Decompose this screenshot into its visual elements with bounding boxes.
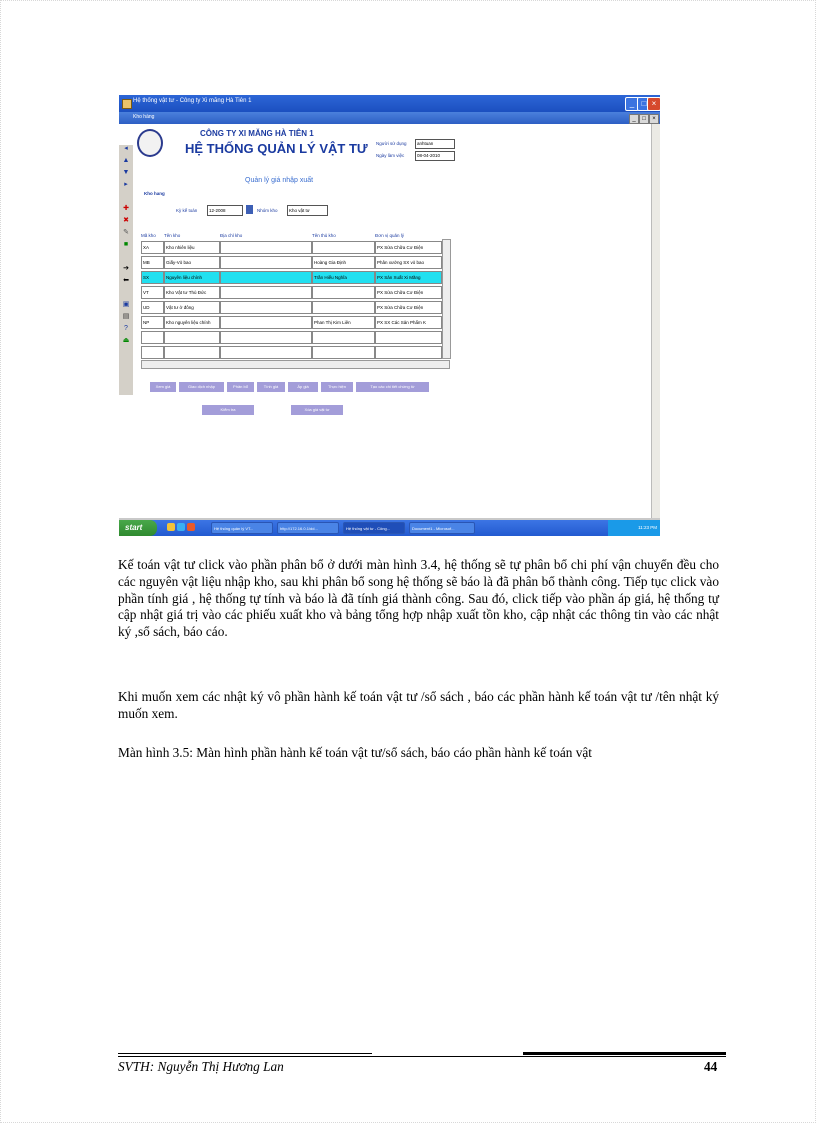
window-titlebar [119,95,660,112]
inner-minimize-icon[interactable]: _ [629,114,639,124]
check-button[interactable]: Kiểm tra [201,404,255,416]
page-number: 44 [704,1059,718,1074]
calculate-price-button[interactable]: Tính giá [256,381,286,393]
cell-keeper[interactable]: Hoàng Gia Định [312,256,375,269]
help-icon[interactable]: ? [124,325,128,332]
form-title: Quản lý giá nhập xuất [245,177,314,184]
table-row[interactable] [141,241,448,254]
company-name: CÔNG TY XI MĂNG HÀ TIÊN 1 [200,129,314,138]
footer-rule [118,1053,372,1054]
period-label: Kỳ kế toán [176,208,198,213]
window-scrollbar[interactable] [651,124,660,518]
quicklaunch-icon[interactable] [177,523,185,531]
taskbar-item-active[interactable]: Hệ thống vật tư - Công... [343,522,405,534]
cell-name[interactable]: Kho nguyên liệu chính [164,316,220,329]
user-label: Người sử dụng [376,141,407,146]
exit-icon[interactable]: ⏏ [122,337,130,344]
forward-icon[interactable]: ➔ [123,265,129,272]
windows-taskbar [119,520,660,536]
table-row-selected[interactable] [141,271,448,284]
cell-keeper[interactable] [312,346,375,359]
cell-address[interactable] [220,241,312,254]
cell-keeper[interactable] [312,241,375,254]
table-row[interactable] [141,316,448,329]
cell-keeper[interactable]: Phan Thị Kim Liên [312,316,375,329]
cell-name[interactable] [164,331,220,344]
paragraph-1: Kế toán vật tư click vào phần phân bổ ở dưới màn hình 3.4, hệ thống sẽ tự phân bổ chi phí vận chuyển đều cho các nguyên vật liệu nhập kho, sau khi phân bổ song hệ thống sẽ báo là đã phân bổ thành công. Tiếp tục click vào phần tính giá , hệ thống tự tính và báo là đã tính giá thành công. Sau đó, click tiếp vào phần áp giá, hệ thống tự cập nhật giá trị vào các phiếu xuất kho và bảng tổng hợp nhập xuất tồn kho, cập nhật các thông tin vào các nhật ký ,sổ sách, báo cáo. [118,557,719,640]
col-header-address: Địa chỉ kho [220,233,243,238]
table-row[interactable] [141,256,448,269]
cell-address[interactable] [220,256,312,269]
user-field[interactable]: anhtuan [415,139,455,149]
start-button[interactable]: start [119,520,157,536]
cell-address[interactable] [220,301,312,314]
col-header-code: Mã kho [141,233,156,238]
cell-name[interactable]: Kho nhiên liệu [164,241,220,254]
quicklaunch-icon[interactable] [187,523,195,531]
cell-address[interactable] [220,286,312,299]
cell-unit[interactable] [375,346,442,359]
cell-code[interactable]: UD [141,301,164,314]
cell-unit[interactable]: PX Sửa Chữa Cơ Điện [375,301,442,314]
table-row[interactable] [141,286,448,299]
taskbar-item[interactable]: Hệ thống quản lý VT... [211,522,273,534]
cell-code[interactable]: NP [141,316,164,329]
paragraph-3: Màn hình 3.5: Màn hình phần hành kế toán vật tư/sổ sách, báo cáo phần hành kế toán vật [118,745,592,760]
paragraph-2: Khi muốn xem các nhật ký vô phần hành kế toán vật tư /sổ sách , báo các phần hành kế toán vật tư /tên nhật ký muốn xem. [118,689,719,721]
grid-vertical-scrollbar[interactable] [442,239,451,359]
cell-unit[interactable]: PX Sản Xuất Xi Măng [375,271,442,284]
grid-horizontal-scrollbar[interactable] [141,360,450,369]
cell-address[interactable] [220,331,312,344]
down-arrow-icon[interactable]: ▼ [122,169,130,176]
cell-name[interactable] [164,346,220,359]
cell-address[interactable] [220,316,312,329]
minimize-icon[interactable]: _ [625,97,639,111]
cell-unit[interactable]: Phân xưởng SX vỏ bao [375,256,442,269]
back-icon[interactable]: ⬅ [123,277,129,284]
system-name: HỆ THỐNG QUẢN LÝ VẬT TƯ [185,141,368,156]
footer-rule-thick [523,1052,726,1055]
section-label: Kho hang [144,191,165,196]
group-label: Nhóm kho [257,208,278,213]
inner-window-title: Kho hàng [133,114,155,120]
period-picker-icon[interactable] [246,205,253,214]
cell-unit[interactable]: PX Sửa Chữa Cơ Điện [375,241,442,254]
cell-code[interactable] [141,346,164,359]
cell-code[interactable]: XA [141,241,164,254]
first-record-icon[interactable]: ◂ [124,145,128,152]
cell-address[interactable] [220,346,312,359]
new-record-icon[interactable]: ✚ [123,205,129,212]
col-header-unit: Đơn vị quản lý [375,233,404,238]
print-icon[interactable]: ▤ [122,313,130,320]
date-field[interactable]: 08-04-2010 [415,151,455,161]
cell-code[interactable]: SX [141,271,164,284]
footer-author: SVTH: Nguyễn Thị Hương Lan [118,1059,284,1074]
import-transaction-button[interactable]: Giao dịch nhập [178,381,225,393]
group-select[interactable]: Kho vật tư [287,205,328,216]
cell-address[interactable] [220,271,312,284]
inner-close-icon[interactable]: × [649,114,659,124]
table-row[interactable] [141,301,448,314]
table-row[interactable] [141,346,448,359]
cell-unit[interactable]: PX SX Các Sản Phẩm K [375,316,442,329]
inner-restore-icon[interactable]: □ [639,114,649,124]
apply-price-button[interactable]: Áp giá [287,381,319,393]
maximize-icon[interactable]: □ [637,97,651,111]
cell-keeper[interactable] [312,331,375,344]
cell-unit[interactable] [375,331,442,344]
cell-code[interactable]: MB [141,256,164,269]
cell-code[interactable]: VT [141,286,164,299]
delete-material-price-button[interactable]: Xóa giá vật tư [290,404,344,416]
up-arrow-icon[interactable]: ▲ [122,157,130,164]
cell-code[interactable] [141,331,164,344]
cell-name[interactable]: Giấy-Vỏ bao [164,256,220,269]
create-voucher-details-button[interactable]: Tạo các chi tiết chứng từ [355,381,430,393]
filter-icon[interactable]: ■ [123,241,129,248]
cell-name[interactable]: Kho Vật tư Thủ Đức [164,286,220,299]
edit-icon[interactable]: ✎ [123,229,129,236]
left-toolbar [119,145,133,395]
table-row[interactable] [141,331,448,344]
cell-keeper[interactable] [312,286,375,299]
view-price-button[interactable]: Xem giá [149,381,177,393]
cell-unit[interactable]: PX Sửa Chữa Cơ Điện [375,286,442,299]
window-title: Hệ thống vật tư - Công ty Xi măng Hà Tiên 1 [133,98,252,104]
delete-icon[interactable]: ✖ [123,217,129,224]
taskbar-item[interactable]: Document1 - Microsof... [409,522,475,534]
save-icon[interactable]: ▣ [122,301,130,308]
close-icon[interactable]: × [647,97,660,111]
system-tray-clock: 11:23 PM [608,520,660,536]
taskbar-item[interactable]: http://172.16.0.1/dd... [277,522,339,534]
footer-rule [118,1056,726,1057]
app-screenshot [119,95,660,536]
allocate-button[interactable]: Phân bổ [226,381,255,393]
quicklaunch-icon[interactable] [167,523,175,531]
col-header-keeper: Tên thủ kho [312,233,336,238]
execute-button[interactable]: Thực hiện [320,381,354,393]
company-logo-icon [137,129,163,157]
cell-name[interactable]: Nguyên liệu chính [164,271,220,284]
last-record-icon[interactable]: ▸ [124,181,128,188]
cell-keeper[interactable]: Trần Hiếu Nghĩa [312,271,375,284]
cell-name[interactable]: Vật tư ở đông [164,301,220,314]
app-icon [122,99,132,109]
inner-window-bar [119,112,660,124]
date-label: Ngày làm việc [376,153,405,158]
period-field[interactable]: 12-2008 [207,205,243,216]
col-header-name: Tên kho [164,233,181,238]
cell-keeper[interactable] [312,301,375,314]
